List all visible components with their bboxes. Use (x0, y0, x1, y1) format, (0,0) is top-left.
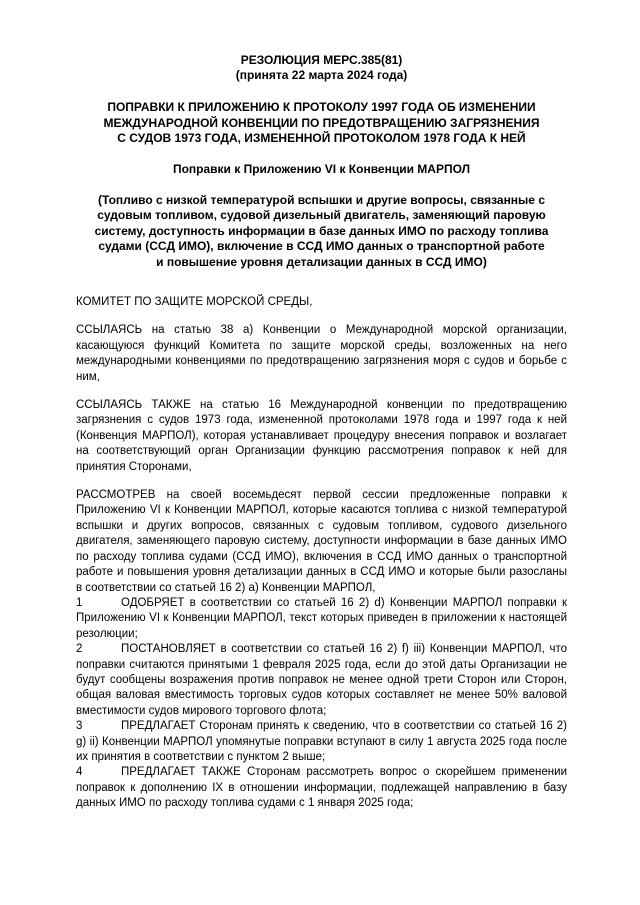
operative-paragraph (76, 719, 567, 765)
operative-paragraph-text: ПОСТАНОВЛЯЕТ в соответствии со статьей 16 2) f) iii) Конвенции МАРПОЛ, что поправки считаются принятыми 1 февраля 2025 года, если до этой даты Организации не будут сообщены возражения против поправок не менее одной трети Сторон или Сторон, общая валовая вместимость торговых судов которых составляет не менее 50% валовой вместимости судов мирового торгового флота; (76, 643, 567, 717)
annex-heading: Поправки к Приложению VI к Конвенции МАРПОЛ (172, 161, 471, 176)
amendments-heading-line: С СУДОВ 1973 ГОДА, ИЗМЕНЕННОЙ ПРОТОКОЛОМ 1978 ГОДА К НЕЙ (117, 131, 526, 145)
subject-heading-line: и повышение уровня детализации данных в ССД ИМО) (156, 254, 487, 269)
operative-paragraph (76, 596, 567, 642)
operative-paragraph-number: 2 (76, 643, 83, 656)
operative-paragraph-number: 4 (76, 766, 83, 779)
subject-heading-line: (Топливо с низкой температурой вспышки и другие вопросы, связанные с (98, 192, 545, 207)
preamble-having-considered: РАССМОТРЕВ на своей восемьдесят первой сессии предложенные поправки к Приложению VI к Конвенции МАРПОЛ, которые касаются топлива с низкой температурой вспышки и других вопросов, связанных с судовым топливом, судового дизельного двигателя, заменяющего паровую систему, доступности информации в базе данных ИМО по расходу топлива судами (ССД ИМО), включения в ССД ИМО данных о транспортной работе и повышения уровня детализации данных в ССД ИМО и которые были разосланы в соответствии со статьей 16 2) a) Конвенции МАРПОЛ, (76, 489, 567, 594)
resolution-title: РЕЗОЛЮЦИЯ МЕРС.385(81) (240, 53, 403, 67)
amendments-heading (76, 100, 567, 147)
subject-heading-line: судовым топливом, судовой дизельный двигатель, заменяющий паровую (97, 208, 546, 222)
operative-paragraph-text: ОДОБРЯЕТ в соответствии со статьей 16 2) d) Конвенции МАРПОЛ поправки к Приложению VI к Конвенции МАРПОЛ, текст которых приведен в приложении к настоящей резолюции; (76, 596, 567, 640)
operative-paragraph (76, 765, 567, 811)
operative-paragraph-number: 3 (76, 720, 83, 733)
subject-heading-line: систему, доступность информации в базе данных ИМО по расходу топлива (94, 223, 549, 238)
amendments-heading-line: МЕЖДУНАРОДНОЙ КОНВЕНЦИИ ПО ПРЕДОТВРАЩЕНИЮ ЗАГРЯЗНЕНИЯ (103, 115, 540, 130)
operative-paragraph-text: ПРЕДЛАГАЕТ Сторонам принять к сведению, что в соответствии со статьей 16 2) g) ii) Конвенции МАРПОЛ упомянутые поправки вступают в силу 1 августа 2025 года после их принятия в соответствии с пунктом 2 выше; (76, 720, 567, 763)
operative-paragraph-number: 1 (76, 596, 83, 609)
preamble-recalling: ССЫЛАЯСЬ на статью 38 a) Конвенции о Международной морской организации, касающуюся функций Комитета по защите морской среды, возложенных на него международными конвенциями по предотвращению загрязнения моря с судов и борьбе с ним, (76, 324, 567, 383)
subject-heading-line: судами (ССД ИМО), включение в ССД ИМО данных о транспортной работе (98, 239, 545, 253)
operative-paragraph-text: ПРЕДЛАГАЕТ ТАКЖЕ Сторонам рассмотреть вопрос о скорейшем применении поправок к дополнению IX в отношении информации, подлежащей направлению в базу данных ИМО по расходу топлива судами с 1 января 2025 года; (76, 766, 567, 810)
operative-paragraph (76, 642, 567, 719)
resolution-adoption-date: (принята 22 марта 2024 года) (235, 68, 408, 82)
committee-name: КОМИТЕТ ПО ЗАЩИТЕ МОРСКОЙ СРЕДЫ, (76, 296, 313, 308)
subject-heading (76, 193, 567, 271)
preamble-recalling-also: ССЫЛАЯСЬ ТАКЖЕ на статью 16 Международной конвенции по предотвращению загрязнения с судов 1973 года, измененной протоколами 1978 года и 1997 года к ней (Конвенция МАРПОЛ), которая устанавливает процедуру внесения поправок и возлагает на соответствующий орган Организации функцию рассмотрения поправок к ней для принятия Сторонами, (76, 399, 567, 473)
amendments-heading-line: ПОПРАВКИ К ПРИЛОЖЕНИЮ К ПРОТОКОЛУ 1997 ГОДА ОБ ИЗМЕНЕНИИ (107, 100, 536, 114)
document-page (76, 0, 567, 812)
